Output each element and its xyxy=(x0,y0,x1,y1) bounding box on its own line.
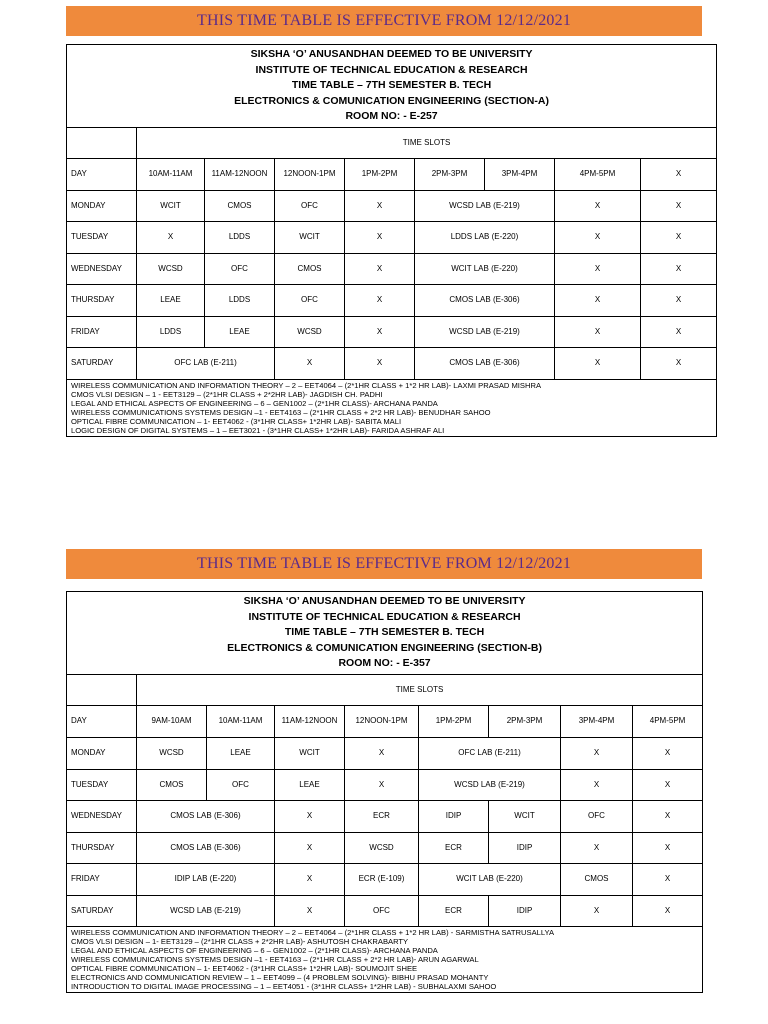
lab-cell: WCSD LAB (E-219) xyxy=(137,895,275,926)
slot-header: 1PM-2PM xyxy=(345,158,415,190)
legend-line: WIRELESS COMMUNICATIONS SYSTEMS DESIGN –1 - EET4163 – (2*1HR CLASS + 2*2 HR LAB)- BENUDHAR SAHOO xyxy=(71,407,491,417)
class-cell: WCIT xyxy=(489,800,561,832)
table-row xyxy=(67,190,717,221)
class-cell: WCIT xyxy=(275,737,345,769)
class-cell: X xyxy=(633,769,703,800)
legend-line: WIRELESS COMMUNICATIONS SYSTEMS DESIGN –1 - EET4163 – (2*1HR CLASS + 2*2 HR LAB)- ARUN AGARWAL xyxy=(71,954,479,964)
class-cell: ECR xyxy=(419,895,489,926)
table-row xyxy=(67,284,717,316)
day-label: MONDAY xyxy=(67,190,137,221)
class-cell: X xyxy=(641,316,717,347)
lab-cell: WCSD LAB (E-219) xyxy=(419,769,561,800)
class-cell: LEAE xyxy=(275,769,345,800)
legend-line: LEGAL AND ETHICAL ASPECTS OF ENGINEERING – 6 – GEN1002 – (2*1HR CLASS)- ARCHANA PANDA xyxy=(71,945,438,955)
class-cell: X xyxy=(137,221,205,253)
day-label: SATURDAY xyxy=(67,347,137,379)
class-cell: ECR xyxy=(419,832,489,863)
class-cell: WCSD xyxy=(345,832,419,863)
class-cell: OFC xyxy=(345,895,419,926)
department-section: ELECTRONICS & COMUNICATION ENGINEERING (SECTION-B) xyxy=(227,641,542,654)
lab-cell: OFC LAB (E-211) xyxy=(137,347,275,379)
day-label: THURSDAY xyxy=(67,284,137,316)
class-cell: X xyxy=(633,895,703,926)
day-label: WEDNESDAY xyxy=(67,253,137,284)
class-cell: LEAE xyxy=(207,737,275,769)
class-cell: X xyxy=(275,800,345,832)
slot-header: 2PM-3PM xyxy=(415,158,485,190)
class-cell: X xyxy=(275,832,345,863)
table-row xyxy=(67,800,703,832)
slot-header: 3PM-4PM xyxy=(485,158,555,190)
day-column-header: DAY xyxy=(67,158,137,190)
legend-line: INTRODUCTION TO DIGITAL IMAGE PROCESSING – 1 – EET4051 - (3*1HR CLASS+ 1*2HR LAB) - SUBHALAXMI SAHOO xyxy=(71,982,497,992)
class-cell: X xyxy=(345,769,419,800)
lab-cell: CMOS LAB (E-306) xyxy=(415,284,555,316)
slot-header: 4PM-5PM xyxy=(555,158,641,190)
table-row xyxy=(67,221,717,253)
legend-line: WIRELESS COMMUNICATION AND INFORMATION THEORY – 2 – EET4064 – (2*1HR CLASS + 1*2 HR LAB) - SARMISTHA SATRUSALLYA xyxy=(71,927,555,937)
timetable-header-a xyxy=(67,45,717,128)
slot-header: 3PM-4PM xyxy=(561,705,633,737)
class-cell: WCIT xyxy=(137,190,205,221)
class-cell: X xyxy=(345,347,415,379)
table-row xyxy=(67,863,703,895)
timetable-title: TIME TABLE – 7TH SEMESTER B. TECH xyxy=(291,79,492,91)
class-cell: IDIP xyxy=(419,800,489,832)
timetable-header-b xyxy=(67,592,703,675)
class-cell: LDDS xyxy=(137,316,205,347)
lab-cell: LDDS LAB (E-220) xyxy=(415,221,555,253)
class-cell: X xyxy=(641,221,717,253)
class-cell: CMOS xyxy=(275,253,345,284)
effective-date-banner-b: THIS TIME TABLE IS EFFECTIVE FROM 12/12/2021 xyxy=(66,549,702,579)
table-row xyxy=(67,769,703,800)
slot-header: 4PM-5PM xyxy=(633,705,703,737)
class-cell: X xyxy=(275,895,345,926)
slot-header: 10AM-11AM xyxy=(207,705,275,737)
class-cell: X xyxy=(555,190,641,221)
class-cell: X xyxy=(345,190,415,221)
class-cell: X xyxy=(345,284,415,316)
day-label: FRIDAY xyxy=(67,316,137,347)
class-cell: X xyxy=(555,347,641,379)
class-cell: X xyxy=(561,895,633,926)
slot-header: 9AM-10AM xyxy=(137,705,207,737)
slot-header: 11AM-12NOON xyxy=(275,705,345,737)
institute-name: INSTITUTE OF TECHNICAL EDUCATION & RESEARCH xyxy=(248,610,521,623)
slot-header: 10AM-11AM xyxy=(137,158,205,190)
class-cell: X xyxy=(633,863,703,895)
subject-legend-a xyxy=(67,379,717,437)
subject-legend-b xyxy=(67,926,703,993)
class-cell: OFC xyxy=(205,253,275,284)
time-slots-label: TIME SLOTS xyxy=(137,674,703,705)
table-row xyxy=(67,347,717,379)
class-cell: LDDS xyxy=(205,221,275,253)
day-label: MONDAY xyxy=(67,737,137,769)
class-cell: X xyxy=(345,221,415,253)
timetable-title: TIME TABLE – 7TH SEMESTER B. TECH xyxy=(284,626,485,638)
class-cell: WCSD xyxy=(275,316,345,347)
class-cell: X xyxy=(641,253,717,284)
lab-cell: CMOS LAB (E-306) xyxy=(137,800,275,832)
lab-cell: WCIT LAB (E-220) xyxy=(415,253,555,284)
class-cell: X xyxy=(633,832,703,863)
university-name: SIKSHA ‘O’ ANUSANDHAN DEEMED TO BE UNIVERSITY xyxy=(243,595,526,607)
slot-header: 2PM-3PM xyxy=(489,705,561,737)
class-cell: CMOS xyxy=(205,190,275,221)
class-cell: IDIP xyxy=(489,832,561,863)
class-cell: OFC xyxy=(207,769,275,800)
lab-cell: CMOS LAB (E-306) xyxy=(137,832,275,863)
lab-cell: WCSD LAB (E-219) xyxy=(415,190,555,221)
day-label: WEDNESDAY xyxy=(67,800,137,832)
class-cell: OFC xyxy=(275,284,345,316)
lab-cell: OFC LAB (E-211) xyxy=(419,737,561,769)
class-cell: X xyxy=(561,737,633,769)
class-cell: X xyxy=(561,769,633,800)
table-row xyxy=(67,737,703,769)
legend-line: CMOS VLSI DESIGN – 1 - EET3129 – (2*1HR CLASS + 2*2HR LAB)- JAGDISH CH. PADHI xyxy=(71,389,383,399)
day-label: TUESDAY xyxy=(67,769,137,800)
slot-header: 1PM-2PM xyxy=(419,705,489,737)
day-column-header: DAY xyxy=(67,705,137,737)
class-cell: X xyxy=(641,284,717,316)
legend-line: WIRELESS COMMUNICATION AND INFORMATION THEORY – 2 – EET4064 – (2*1HR CLASS + 1*2 HR LAB)- LAXMI PRASAD MISHRA xyxy=(71,380,542,390)
lab-cell: CMOS LAB (E-306) xyxy=(415,347,555,379)
class-cell: X xyxy=(555,316,641,347)
effective-date-banner-a: THIS TIME TABLE IS EFFECTIVE FROM 12/12/2021 xyxy=(66,6,702,36)
lab-cell: WCIT LAB (E-220) xyxy=(419,863,561,895)
class-cell: X xyxy=(345,737,419,769)
class-cell: X xyxy=(561,832,633,863)
class-cell: X xyxy=(641,347,717,379)
class-cell: X xyxy=(641,190,717,221)
slot-header: 12NOON-1PM xyxy=(275,158,345,190)
university-name: SIKSHA ‘O’ ANUSANDHAN DEEMED TO BE UNIVERSITY xyxy=(250,48,533,60)
legend-line: LEGAL AND ETHICAL ASPECTS OF ENGINEERING – 6 – GEN1002 – (2*1HR CLASS)- ARCHANA PANDA xyxy=(71,398,438,408)
class-cell: X xyxy=(633,800,703,832)
class-cell: X xyxy=(555,284,641,316)
class-cell: LEAE xyxy=(205,316,275,347)
table-row xyxy=(67,253,717,284)
time-slots-label: TIME SLOTS xyxy=(137,127,717,158)
day-label: FRIDAY xyxy=(67,863,137,895)
department-section: ELECTRONICS & COMUNICATION ENGINEERING (SECTION-A) xyxy=(234,94,549,107)
class-cell: OFC xyxy=(561,800,633,832)
timetable-section-a xyxy=(66,44,717,437)
class-cell: WCIT xyxy=(275,221,345,253)
table-row xyxy=(67,316,717,347)
class-cell: X xyxy=(275,347,345,379)
class-cell: ECR (E-109) xyxy=(345,863,419,895)
slot-header: 11AM-12NOON xyxy=(205,158,275,190)
legend-line: LOGIC DESIGN OF DIGITAL SYSTEMS – 1 – EET3021 - (3*1HR CLASS+ 1*2HR LAB)- FARIDA ASHRAF ALI xyxy=(71,426,445,436)
class-cell: WCSD xyxy=(137,737,207,769)
blank-cell xyxy=(67,674,137,705)
class-cell: LEAE xyxy=(137,284,205,316)
blank-cell xyxy=(67,127,137,158)
class-cell: OFC xyxy=(275,190,345,221)
class-cell: X xyxy=(633,737,703,769)
class-cell: X xyxy=(555,253,641,284)
class-cell: LDDS xyxy=(205,284,275,316)
legend-line: ELECTRONICS AND COMMUNICATION REVIEW – 1 – EET4099 – (4 PROBLEM SOLVING)- BIBHU PRASAD MOHANTY xyxy=(71,973,489,983)
slot-header: X xyxy=(641,158,717,190)
day-label: SATURDAY xyxy=(67,895,137,926)
class-cell: X xyxy=(275,863,345,895)
legend-line: CMOS VLSI DESIGN – 1- EET3129 – (2*1HR CLASS + 2*2HR LAB)- ASHUTOSH CHAKRABARTY xyxy=(71,936,409,946)
day-label: TUESDAY xyxy=(67,221,137,253)
room-number: ROOM NO: - E-357 xyxy=(338,657,431,669)
lab-cell: IDIP LAB (E-220) xyxy=(137,863,275,895)
lab-cell: WCSD LAB (E-219) xyxy=(415,316,555,347)
class-cell: X xyxy=(345,253,415,284)
institute-name: INSTITUTE OF TECHNICAL EDUCATION & RESEARCH xyxy=(255,63,528,76)
class-cell: CMOS xyxy=(561,863,633,895)
table-row xyxy=(67,832,703,863)
class-cell: WCSD xyxy=(137,253,205,284)
timetable-section-b xyxy=(66,591,703,993)
slot-header: 12NOON-1PM xyxy=(345,705,419,737)
table-row xyxy=(67,895,703,926)
room-number: ROOM NO: - E-257 xyxy=(345,110,438,122)
class-cell: X xyxy=(345,316,415,347)
legend-line: OPTICAL FIBRE COMMUNICATION – 1- EET4062 - (3*1HR CLASS+ 1*2HR LAB)- SABITA MALI xyxy=(71,416,402,426)
class-cell: ECR xyxy=(345,800,419,832)
legend-line: OPTICAL FIBRE COMMUNICATION – 1- EET4062 - (3*1HR CLASS+ 1*2HR LAB)- SOUMOJIT SHEE xyxy=(71,963,418,973)
day-label: THURSDAY xyxy=(67,832,137,863)
class-cell: IDIP xyxy=(489,895,561,926)
class-cell: X xyxy=(555,221,641,253)
class-cell: CMOS xyxy=(137,769,207,800)
